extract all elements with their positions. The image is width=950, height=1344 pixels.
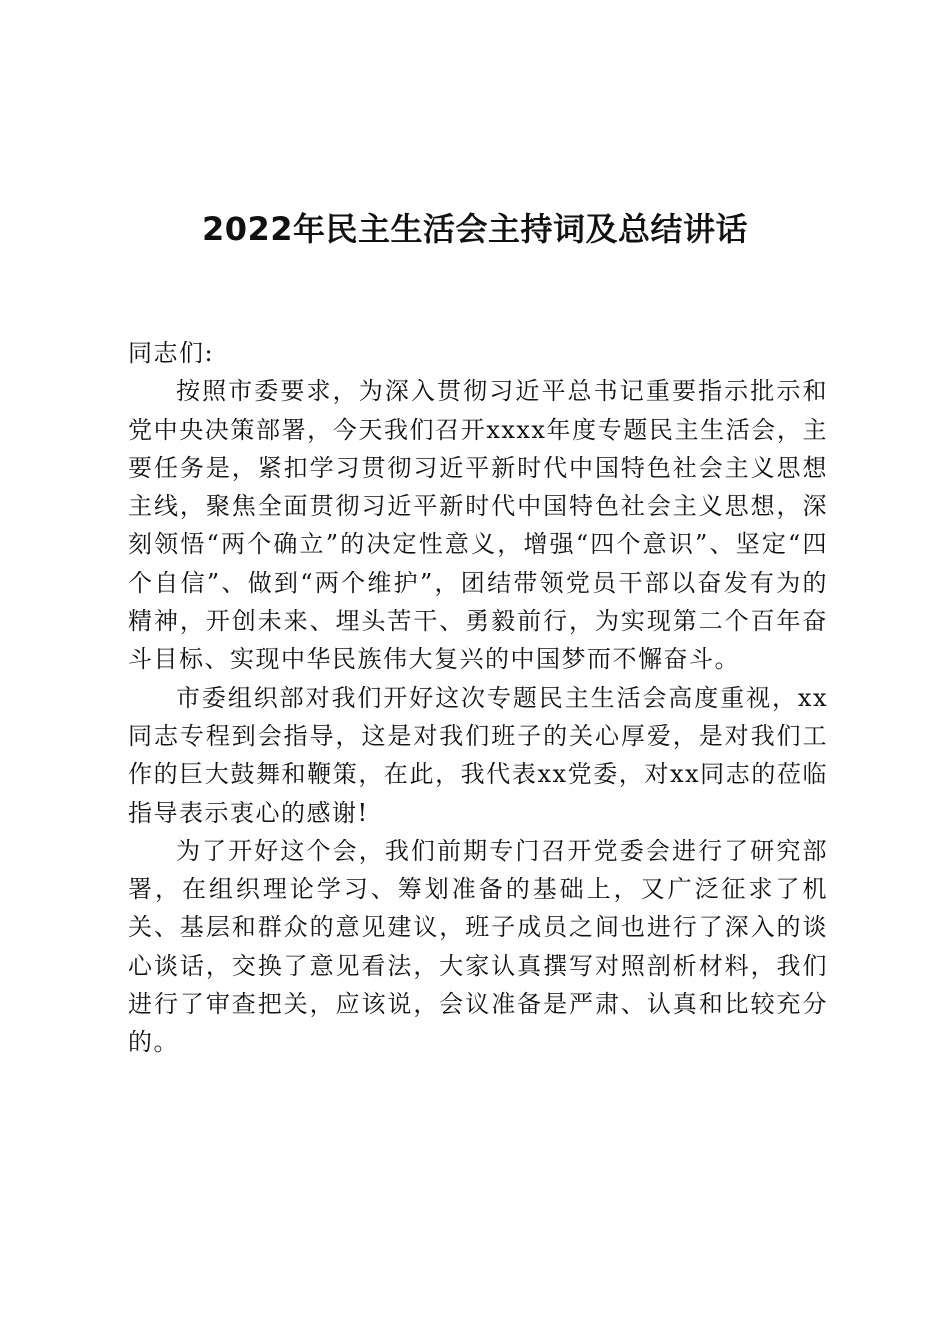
document-body (128, 334, 828, 1062)
salutation: 同志们: (128, 339, 215, 367)
paragraph: 市委组织部对我们开好这次专题民主生活会高度重视，xx同志专程到会指导，这是对我们班子的关心厚爱，是对我们工作的巨大鼓舞和鞭策，在此，我代表xx党委，对xx同志的莅临指导表示衷心的感谢! (128, 683, 828, 827)
paragraph: 按照市委要求，为深入贯彻习近平总书记重要指示批示和党中央决策部署，今天我们召开xxxx年度专题民主生活会，主要任务是，紧扣学习贯彻习近平新时代中国特色社会主义思想主线，聚焦全面贯彻习近平新时代中国特色社会主义思想，深刻领悟“两个确立”的决定性意义，增强“四个意识”、坚定“四个自信”、做到“两个维护”，团结带领党员干部以奋发有为的精神，开创未来、埋头苦干、勇毅前行，为实现第二个百年奋斗目标、实现中华民族伟大复兴的中国梦而不懈奋斗。 (128, 377, 828, 674)
document-title: 2022年民主生活会主持词及总结讲话 (201, 210, 749, 248)
paragraph: 为了开好这个会，我们前期专门召开党委会进行了研究部署，在组织理论学习、筹划准备的基础上，又广泛征求了机关、基层和群众的意见建议，班子成员之间也进行了深入的谈心谈话，交换了意见看法，大家认真撰写对照剖析材料，我们进行了审查把关，应该说，会议准备是严肃、认真和比较充分的。 (128, 836, 828, 1057)
